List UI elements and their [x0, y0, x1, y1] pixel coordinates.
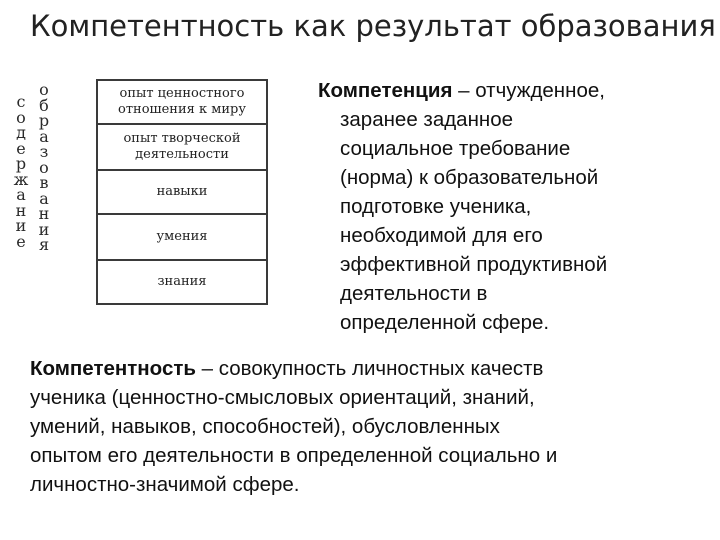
level-label-line: знания	[157, 274, 207, 289]
definition-line: (норма) к образовательной	[340, 166, 599, 189]
vertical-letter: р	[15, 154, 27, 173]
vertical-letter: о	[39, 157, 49, 177]
definition-text: – отчужденное,	[452, 79, 605, 102]
vertical-letter: о	[16, 107, 26, 127]
vertical-letter: я	[38, 235, 50, 254]
paragraph-line: опытом его деятельности в определенной социально и	[30, 444, 558, 467]
level-abilities	[96, 213, 268, 261]
vertical-letter: и	[15, 216, 27, 235]
vertical-letter: а	[39, 188, 49, 208]
level-value-experience	[96, 79, 268, 125]
vertical-letter: б	[39, 95, 49, 115]
definition-line	[318, 76, 708, 105]
vertical-letter: н	[38, 204, 50, 223]
paragraph-line: ученика (ценностно-смысловых ориентаций, знаний,	[30, 386, 535, 409]
vertical-letter: е	[16, 138, 26, 158]
level-label-line: навыки	[156, 184, 208, 199]
vertical-letter: з	[39, 142, 49, 161]
vertical-letter: в	[39, 173, 49, 192]
definition-line: социальное требование	[340, 137, 571, 160]
vertical-letter: н	[15, 200, 27, 220]
definition-line: деятельности в	[340, 282, 488, 305]
competency-definition	[30, 354, 710, 499]
level-label-line: отношения к миру	[118, 102, 246, 117]
vertical-letter: р	[38, 111, 50, 130]
competence-levels-diagram	[96, 79, 268, 305]
level-label-line: деятельности	[135, 147, 229, 162]
level-label-line: умения	[156, 229, 208, 244]
paragraph-line: личностно-значимой сфере.	[30, 473, 300, 496]
definition-line: необходимой для его	[340, 224, 543, 247]
vertical-letter: о	[39, 80, 49, 99]
paragraph-text: – совокупность личностных качеств	[195, 357, 544, 380]
vertical-letter: а	[39, 126, 49, 146]
paragraph-line: умений, навыков, способностей), обусловленных	[30, 415, 500, 438]
definition-line: заранее заданное	[340, 108, 514, 131]
competence-definition	[318, 76, 708, 337]
vertical-letter: д	[16, 123, 26, 142]
level-skills	[96, 169, 268, 215]
vertical-letter: ж	[13, 169, 29, 189]
vertical-letter: а	[16, 185, 26, 204]
vertical-letter: с	[16, 92, 26, 111]
level-knowledge	[96, 259, 268, 305]
term-kompetentsiya: Компетенция	[318, 79, 453, 102]
slide-title: Компетентность как результат образования	[30, 9, 716, 43]
term-kompetentnost: Компетентность	[30, 357, 196, 380]
vertical-letter: и	[38, 219, 50, 239]
definition-line: определенной сфере.	[340, 311, 550, 334]
definition-line: подготовке ученика,	[340, 195, 532, 218]
level-label-line: опыт творческой	[123, 131, 241, 146]
vertical-label-obrazovaniya	[37, 82, 51, 253]
vertical-label-soderzhanie	[14, 94, 28, 249]
vertical-letter: е	[16, 231, 26, 251]
level-label-line: опыт ценностного	[119, 86, 245, 101]
level-creative-experience	[96, 123, 268, 171]
definition-line: эффективной продуктивной	[340, 253, 608, 276]
paragraph-line	[30, 354, 710, 383]
